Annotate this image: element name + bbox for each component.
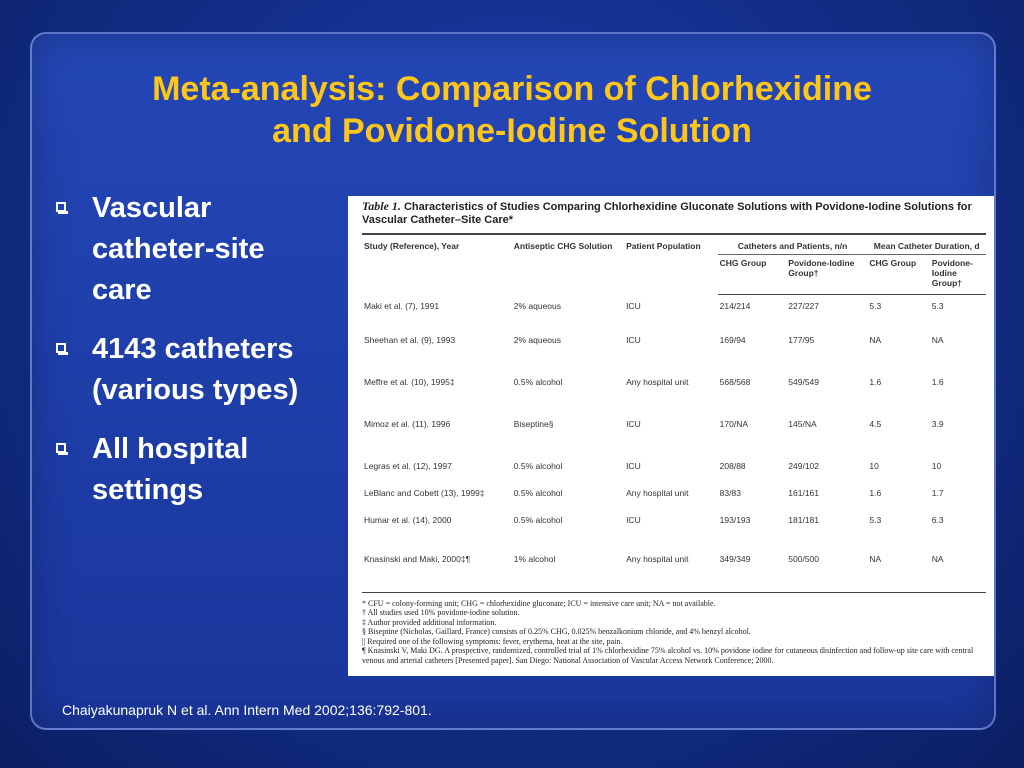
footnote: ¶ Knasinski V, Maki DG. A prospective, randomized, controlled trial of 1% chlorhexidine 75% alcohol vs. 10% povidone iodine for cutaneous disinfection and follow-up site care with central venous and arterial catheters [Presented paper]. San Diego: National Association of Vascular Access Network Conference; 2000. [362, 646, 974, 665]
col-header-cat-chg: CHG Group [718, 255, 787, 295]
cell-cat-pi: 500/500 [788, 553, 820, 564]
table-caption-text: Characteristics of Studies Comparing Chlorhexidine Gluconate Solutions with Povidone-Iodine Solutions for Vascular Catheter–Site Care* [362, 201, 972, 226]
slide-title-line-1: Meta-analysis: Comparison of Chlorhexidine [152, 70, 872, 108]
bullet-text-line: catheter-site [92, 233, 265, 265]
cell-study: Sheehan et al. (9), 1993 [364, 334, 456, 345]
cell-study: Meffre et al. (10), 1995‡ [364, 376, 455, 387]
square-bullet-icon [56, 343, 66, 353]
square-bullet-icon [56, 202, 66, 212]
col-header-population: Patient Population [624, 234, 718, 295]
cell-study: Mimoz et al. (11), 1996 [364, 418, 451, 429]
cell-cat-pi: 181/181 [788, 514, 820, 525]
cell-population: ICU [626, 334, 641, 345]
cell-dur-chg: 1.6 [869, 376, 882, 387]
bullet-list [56, 188, 346, 529]
slide-title [40, 68, 984, 152]
table-row [362, 377, 986, 419]
cell-dur-chg: 4.5 [869, 418, 882, 429]
table-row [362, 419, 986, 461]
cell-cat-chg: 214/214 [719, 301, 751, 311]
cell-dur-pi: 5.3 [931, 301, 944, 311]
bullet-text-line: Vascular [92, 192, 212, 224]
cell-cat-chg: 568/568 [719, 376, 751, 387]
cell-solution: 0.5% alcohol [513, 487, 563, 498]
study-characteristics-table [362, 233, 986, 590]
cell-study: Maki et al. (7), 1991 [364, 300, 440, 311]
footnote: † All studies used 10% povidone-iodine solution. [362, 608, 520, 617]
cell-dur-chg: NA [869, 334, 882, 345]
col-header-cat-pi: Povidone-Iodine Group† [786, 255, 867, 295]
col-header-dur-chg: CHG Group [867, 255, 929, 295]
cell-dur-chg: 5.3 [869, 301, 882, 311]
cell-solution: 1% alcohol [513, 553, 556, 564]
cell-population: ICU [626, 300, 641, 311]
cell-population: ICU [626, 460, 641, 471]
cell-solution: Biseptine§ [513, 418, 554, 429]
cell-cat-pi: 161/161 [788, 487, 820, 498]
cell-study: Humar et al. (14), 2000 [364, 514, 452, 525]
cell-dur-pi: 1.7 [931, 487, 944, 498]
cell-solution: 0.5% alcohol [513, 514, 563, 525]
bullet-item [56, 429, 346, 511]
bullet-text-line: care [92, 274, 152, 306]
table-caption [362, 200, 986, 227]
footnote: § Biseptine (Nicholas, Gaillard, France) consists of 0.25% CHG, 0.025% benzalkonium chloride, and 4% benzyl alcohol. [362, 627, 751, 636]
cell-dur-chg: NA [869, 553, 882, 564]
cell-cat-chg: 169/94 [719, 334, 746, 345]
col-group-duration: Mean Catheter Duration, d [867, 234, 986, 255]
bullet-text-line: All hospital [92, 433, 249, 465]
footnote: || Required one of the following symptoms: fever, erythema, heat at the site, pain. [362, 636, 623, 646]
cell-solution: 0.5% alcohol [513, 376, 563, 387]
square-bullet-icon [56, 443, 66, 453]
cell-dur-pi: NA [931, 553, 944, 564]
cell-dur-pi: NA [931, 334, 944, 345]
cell-solution: 0.5% alcohol [513, 460, 563, 471]
bullet-text-line: settings [92, 474, 204, 506]
cell-population: Any hospital unit [626, 376, 689, 387]
cell-cat-pi: 549/549 [788, 376, 820, 387]
table-caption-label: Table 1. [362, 199, 401, 213]
cell-population: Any hospital unit [626, 553, 689, 564]
table-footnotes [362, 599, 986, 666]
cell-dur-chg: 5.3 [869, 514, 882, 525]
cell-cat-pi: 177/95 [788, 334, 815, 345]
cell-dur-chg: 1.6 [869, 487, 882, 498]
cell-population: Any hospital unit [626, 487, 689, 498]
bullet-text-line: 4143 catheters [92, 333, 294, 365]
cell-cat-chg: 193/193 [719, 514, 751, 525]
col-header-study: Study (Reference), Year [362, 234, 512, 295]
cell-cat-chg: 83/83 [719, 487, 741, 498]
table-row [362, 542, 986, 590]
cell-solution: 2% aqueous [513, 300, 562, 311]
cell-study: Knasinski and Maki, 2000‡¶ [364, 553, 471, 564]
cell-dur-pi: 3.9 [931, 418, 944, 429]
table-bottom-rule [362, 592, 986, 593]
footnote: ‡ Author provided additional information. [362, 617, 497, 627]
table-row [362, 461, 986, 488]
cell-cat-pi: 227/227 [788, 301, 820, 311]
footnote: * CFU = colony-forming unit; CHG = chlorhexidine gluconate; ICU = intensive care unit; NA = not available. [362, 598, 716, 608]
bullet-text-line: (various types) [92, 374, 299, 406]
cell-study: LeBlanc and Cobett (13), 1999‡ [364, 487, 485, 498]
cell-cat-chg: 170/NA [719, 418, 749, 429]
table-row [362, 295, 986, 335]
cell-dur-pi: 1.6 [931, 376, 944, 387]
bullet-item [56, 188, 346, 311]
bullet-item [56, 329, 346, 411]
study-table-figure [348, 196, 994, 676]
col-header-dur-pi: Povidone-Iodine Group† [930, 255, 986, 295]
cell-dur-chg: 10 [869, 460, 879, 471]
cell-cat-chg: 208/88 [719, 460, 746, 471]
cell-cat-pi: 249/102 [788, 460, 820, 471]
source-citation: Chaiyakunapruk N et al. Ann Intern Med 2002;136:792-801. [62, 702, 432, 718]
table-row [362, 488, 986, 515]
cell-study: Legras et al. (12), 1997 [364, 460, 452, 471]
cell-dur-pi: 6.3 [931, 514, 944, 525]
cell-cat-pi: 145/NA [788, 418, 817, 429]
table-row [362, 335, 986, 377]
table-row [362, 515, 986, 542]
col-header-antiseptic: Antiseptic CHG Solution [512, 234, 624, 295]
slide-title-line-2: and Povidone-Iodine Solution [272, 112, 752, 150]
col-group-catheters: Catheters and Patients, n/n [718, 234, 868, 255]
cell-solution: 2% aqueous [513, 334, 562, 345]
cell-population: ICU [626, 514, 641, 525]
cell-cat-chg: 349/349 [719, 553, 751, 564]
cell-dur-pi: 10 [931, 460, 942, 471]
cell-population: ICU [626, 418, 641, 429]
